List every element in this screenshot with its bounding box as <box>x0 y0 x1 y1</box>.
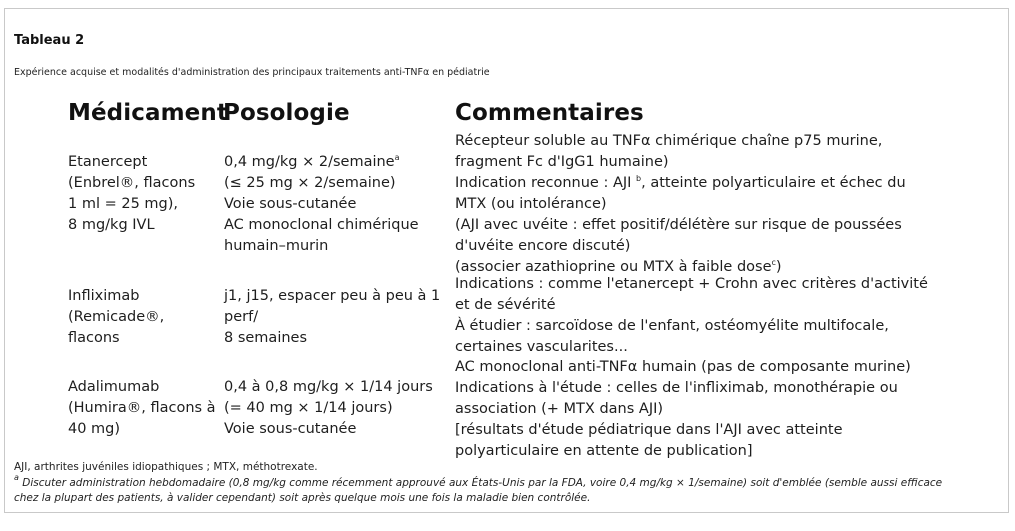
comment-line: AC monoclonal anti-TNFα humain (pas de composante murine) <box>455 359 911 375</box>
row-etanercept-drug <box>68 152 195 236</box>
comment-line: (associer azathioprine ou MTX à faible dose$^c$) <box>455 258 782 275</box>
comment-line: association (+ MTX dans AJI) <box>455 401 664 417</box>
comment-line: Récepteur soluble au TNFα chimérique chaîne p75 murine, <box>455 133 883 149</box>
drug-line: (Remicade®, <box>68 309 165 325</box>
drug-line: Etanercept <box>68 154 148 170</box>
comment-line: À étudier : sarcoïdose de l'enfant, ostéomyélite multifocale, <box>455 318 889 334</box>
header-comments: Commentaires <box>455 100 644 126</box>
comment-line: fragment Fc d'IgG1 humaine) <box>455 154 669 170</box>
row-adalimumab-comments <box>455 357 911 462</box>
comment-line: Indications à l'étude : celles de l'infliximab, monothérapie ou <box>455 380 898 396</box>
row-adalimumab-dosage <box>224 377 433 440</box>
footnote-marker-a: a <box>14 473 19 482</box>
footnote-marker-c: c <box>771 258 776 267</box>
drug-line: 1 ml = 25 mg), <box>68 196 179 212</box>
footnote-marker-b: b <box>636 174 642 183</box>
drug-line: Adalimumab <box>68 379 160 395</box>
footnote-abbreviations: AJI, arthrites juvéniles idiopathiques ; MTX, méthotrexate. <box>14 461 318 473</box>
comment-line: [résultats d'étude pédiatrique dans l'AJI avec atteinte <box>455 422 843 438</box>
drug-line: Infliximab <box>68 288 140 304</box>
table-subtitle: Expérience acquise et modalités d'administration des principaux traitements anti-TNFα en pédiatrie <box>14 67 490 78</box>
table-title: Tableau 2 <box>14 33 85 48</box>
footnote-a-line: chez la plupart des patients, à valider cependant) soit après quelque mois une fois la maladie bien contrôlée. <box>14 492 591 504</box>
dosage-line: AC monoclonal chimérique <box>224 217 419 233</box>
footnote-a <box>14 473 943 506</box>
row-etanercept-comments <box>455 131 906 278</box>
dosage-line: 8 semaines <box>224 330 308 346</box>
footnote-marker-a: a <box>394 153 400 162</box>
comment-line: Indication reconnue : AJI $^b$, atteinte polyarticulaire et échec du <box>455 174 906 191</box>
drug-line: 40 mg) <box>68 421 121 437</box>
dosage-line: humain–murin <box>224 238 329 254</box>
comment-line: et de sévérité <box>455 297 556 313</box>
row-infliximab-dosage <box>224 286 440 349</box>
header-drug: Médicament <box>68 100 228 126</box>
comment-line: certaines vascularites... <box>455 339 628 355</box>
drug-line: 8 mg/kg IVL <box>68 217 155 233</box>
dosage-line: Voie sous-cutanée <box>224 421 357 437</box>
comment-line: d'uvéite encore discuté) <box>455 238 631 254</box>
dosage-line: 0,4 mg/kg × 2/semaine$^a$ <box>224 153 400 170</box>
dosage-line: (≤ 25 mg × 2/semaine) <box>224 175 396 191</box>
comment-line: polyarticulaire en attente de publication] <box>455 443 753 459</box>
dosage-line: (= 40 mg × 1/14 jours) <box>224 400 393 416</box>
dosage-line: j1, j15, espacer peu à peu à 1 <box>224 288 441 304</box>
row-etanercept-dosage <box>224 152 419 257</box>
row-infliximab-comments <box>455 274 928 358</box>
header-dosage: Posologie <box>223 100 350 126</box>
comment-line: (AJI avec uvéite : effet positif/délétère sur risque de poussées <box>455 217 902 233</box>
dosage-line: Voie sous-cutanée <box>224 196 357 212</box>
row-infliximab-drug <box>68 286 164 349</box>
comment-line: Indications : comme l'etanercept + Crohn avec critères d'activité <box>455 276 928 292</box>
footnote-a-line: $^a$ Discuter administration hebdomadaire (0,8 mg/kg comme récemment approuvé aux États-Unis par la FDA, voire 0,4 mg/kg × 1/semaine) soit d'emblée (semble aussi efficace <box>14 473 943 489</box>
dosage-line: 0,4 à 0,8 mg/kg × 1/14 jours <box>224 379 433 395</box>
dosage-line: perf/ <box>224 309 259 325</box>
drug-line: (Enbrel®, flacons <box>68 175 196 191</box>
drug-line: (Humira®, flacons à <box>68 400 216 416</box>
row-adalimumab-drug <box>68 377 216 440</box>
comment-line: MTX (ou intolérance) <box>455 196 607 212</box>
drug-line: flacons <box>68 330 120 346</box>
